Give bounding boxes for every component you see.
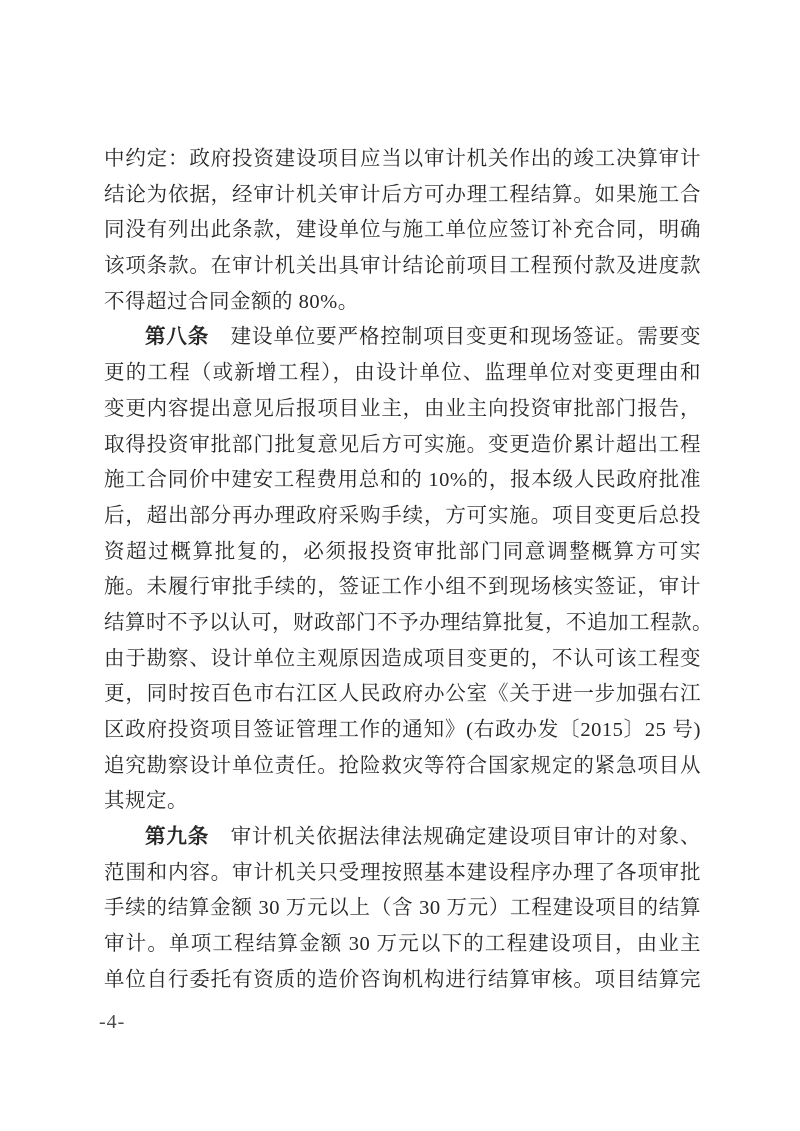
text-line: 取得投资审批部门批复意见后方可实施。变更造价累计超出工程	[104, 433, 701, 456]
text-line: 手续的结算金额 30 万元以上（含 30 万元）工程建设项目的结算	[104, 897, 701, 920]
text-line: 同没有列出此条款，建设单位与施工单位应签订补充合同，明确	[104, 219, 701, 242]
text-line-paragraph-end: 其规定。	[104, 790, 188, 813]
text-line: 由于勘察、设计单位主观原因造成项目变更的，不认可该工程变	[104, 647, 701, 670]
text-line: 该项条款。在审计机关出具审计结论前项目工程预付款及进度款	[104, 255, 701, 278]
text-line: 审计。单项工程结算金额 30 万元以下的工程建设项目，由业主	[104, 933, 701, 956]
article-8-heading: 第八条	[145, 326, 210, 349]
text-line: 施。未履行审批手续的，签证工作小组不到现场核实签证，审计	[104, 576, 701, 599]
article-9-heading: 第九条	[145, 826, 210, 849]
text-line: 范围和内容。审计机关只受理按照基本建设程序办理了各项审批	[104, 861, 701, 884]
text-line: 审计机关依据法律法规确定建设项目审计的对象、	[209, 826, 702, 849]
text-line: 结论为依据，经审计机关审计后方可办理工程结算。如果施工合	[104, 183, 701, 206]
text-line: 更，同时按百色市右江区人民政府办公室《关于进一步加强右江	[104, 683, 701, 706]
text-line: 建设单位要严格控制项目变更和现场签证。需要变	[209, 326, 702, 349]
text-line-article-8-start	[104, 320, 701, 356]
text-line: 结算时不予以认可，财政部门不予办理结算批复，不追加工程款。	[104, 611, 713, 634]
text-line: 后，超出部分再办理政府采购手续，方可实施。项目变更后总投	[104, 504, 701, 527]
text-line: 更的工程（或新增工程），由设计单位、监理单位对变更理由和	[104, 362, 701, 385]
page-number: -4-	[99, 1011, 126, 1033]
text-line: 中约定：政府投资建设项目应当以审计机关作出的竣工决算审计	[104, 148, 701, 170]
text-line: 区政府投资项目签证管理工作的通知》(右政办发〔2015〕25 号)	[104, 719, 701, 741]
text-line: 追究勘察设计单位责任。抢险救灾等符合国家规定的紧急项目从	[104, 754, 701, 777]
text-line: 施工合同价中建安工程费用总和的 10%的，报本级人民政府批准	[104, 469, 701, 492]
text-line: 单位自行委托有资质的造价咨询机构进行结算审核。项目结算完	[104, 968, 701, 991]
text-line: 资超过概算批复的，必须报投资审批部门同意调整概算方可实	[104, 540, 701, 563]
body-text-block	[104, 142, 713, 999]
text-line-article-9-start	[104, 820, 701, 856]
text-line-paragraph-end: 不得超过合同金额的 80%。	[104, 290, 359, 313]
text-line: 变更内容提出意见后报项目业主，由业主向投资审批部门报告，	[104, 397, 701, 420]
